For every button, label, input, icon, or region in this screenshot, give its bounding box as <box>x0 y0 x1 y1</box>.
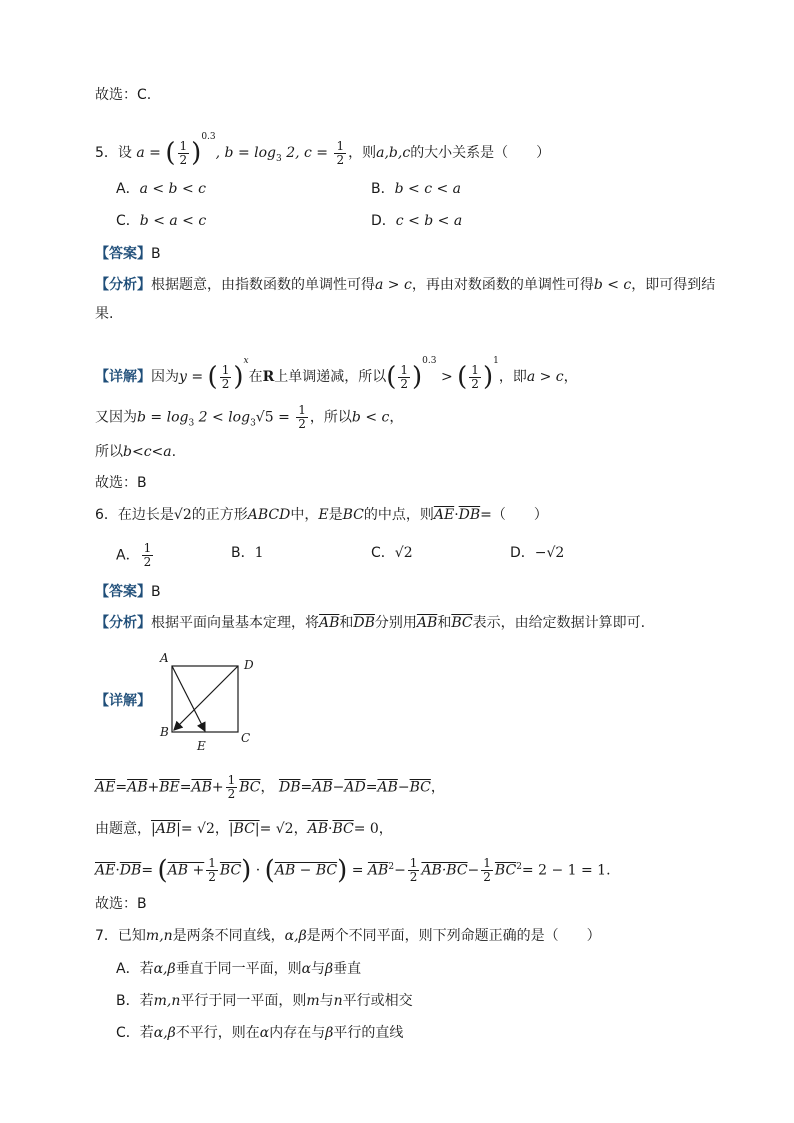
q6-option-c <box>371 542 413 564</box>
frac-num: 1 <box>298 403 306 417</box>
gt-sign: > <box>440 369 453 385</box>
q6-math: ABCD <box>247 507 291 523</box>
option-label: C． <box>116 213 140 229</box>
analysis-text: 和 <box>339 615 354 631</box>
option-label: A． <box>116 181 140 197</box>
op: = <box>365 779 378 796</box>
q5-option-d <box>371 210 462 232</box>
option-text: 与 <box>319 993 334 1009</box>
q6-option-a <box>116 542 155 569</box>
vector-ab: $\overline{AB}$ <box>416 615 438 631</box>
q5-analysis <box>95 274 715 296</box>
vector-ae: $\overline{AE}$ <box>95 862 116 879</box>
vector-bc: $\overline{BC}$ <box>239 779 261 796</box>
vector-ab: $\overline{AB}$ <box>307 821 328 837</box>
eq-value: = 0 <box>353 821 379 837</box>
option-math: α,β <box>153 1025 176 1041</box>
op: = <box>141 862 154 879</box>
detail-math: b<c<a <box>123 444 172 460</box>
vector-bc: $\overline{BC}$ <box>409 779 431 796</box>
q6-text: 的正方形 <box>191 507 248 523</box>
q4-conclusion: 故选：C. <box>95 87 152 103</box>
result: = 2 − 1 = 1. <box>521 862 611 879</box>
expr: AB·BC <box>421 862 468 879</box>
label-b: B <box>160 725 169 739</box>
q5-text: 设 <box>117 145 132 161</box>
vector-ab: $\overline{AB}$ <box>319 615 340 631</box>
q5-text: ，则 <box>348 145 377 161</box>
option-label: C． <box>371 545 395 561</box>
q5-number: 5． <box>95 145 118 161</box>
analysis-text: ，再由对数函数的单调性可得 <box>411 277 594 293</box>
option-text: C．若 <box>116 1025 154 1041</box>
exponent: 2 <box>516 862 522 872</box>
detail-math: 2 < log <box>194 409 251 426</box>
detail-math: y = <box>179 369 204 385</box>
frac-num: 1 <box>208 856 216 871</box>
option-label: D． <box>510 545 535 561</box>
q7-stem <box>95 925 601 947</box>
analysis-tag: 【分析】 <box>95 277 151 293</box>
detail-text: 所以 <box>95 444 123 460</box>
label-e: E <box>197 739 206 753</box>
subscript: 3 <box>250 418 256 429</box>
q7-text: 是两条不同直线， <box>172 928 285 944</box>
option-text: a < b < c <box>139 181 206 197</box>
op: − <box>467 862 480 879</box>
detail-text: ，即 <box>498 369 527 385</box>
sep: ， <box>260 779 275 796</box>
option-text: √2 <box>394 545 413 561</box>
vector-ab: $\overline{AB}$ <box>191 779 212 796</box>
q5-option-b <box>371 178 461 200</box>
analysis-tag: 【分析】 <box>95 615 151 631</box>
option-math: m <box>306 993 320 1009</box>
q6-option-b <box>231 542 264 564</box>
eq-value: = √2 <box>259 821 294 837</box>
option-text: 垂直 <box>333 961 362 977</box>
frac-den: 2 <box>298 417 306 431</box>
q5-option-c <box>116 210 206 232</box>
q6-analysis <box>95 612 645 634</box>
detail-tag: 【详解】 <box>95 693 151 709</box>
option-text: 垂直于同一平面，则 <box>175 961 302 977</box>
sep: ， <box>214 821 229 837</box>
option-text: b < c < a <box>394 181 462 197</box>
option-text: B．若 <box>116 993 154 1009</box>
detail-text: 在 <box>248 369 263 385</box>
q5-detail-line3 <box>95 441 176 463</box>
q5-option-a <box>116 178 206 200</box>
op: − <box>332 779 345 796</box>
q7-math: m,n <box>145 928 173 944</box>
sep: ， <box>378 821 393 837</box>
answer-tag: 【答案】 <box>95 584 151 600</box>
vector-ae: $\overline{AE}$ <box>95 779 116 796</box>
frac-den: 2 <box>409 870 418 885</box>
q7-option-a <box>116 958 361 980</box>
q7-text: 是两个不同平面，则下列命题正确的是（ ） <box>306 928 601 944</box>
dot: · <box>255 862 261 879</box>
frac-den: 2 <box>471 376 479 391</box>
q6-eq2 <box>95 818 393 840</box>
frac-num: 1 <box>336 138 345 153</box>
vector-be: $\overline{BE}$ <box>159 779 180 796</box>
analysis-text: ，即可得到结 <box>631 277 716 293</box>
op: − <box>394 862 406 879</box>
detail-math: a > c <box>526 369 564 385</box>
option-label: B． <box>231 545 255 561</box>
analysis-text: 和 <box>437 615 452 631</box>
option-label: A． <box>116 547 140 564</box>
answer-value: B <box>151 584 161 600</box>
q6-text: 是 <box>328 507 343 523</box>
q7-option-c <box>116 1022 403 1044</box>
option-text: 平行或相交 <box>342 993 413 1009</box>
vector-db: $\overline{DB}$ <box>458 507 481 523</box>
op: + <box>211 779 224 796</box>
vector-bc: $\overline{BC}$ <box>494 862 517 879</box>
q5-math: , b = log <box>215 145 277 161</box>
vector-bc: $\overline{BC}$ <box>332 821 354 837</box>
q6-option-d <box>510 542 564 564</box>
dot: · <box>115 862 120 879</box>
op: − <box>397 779 410 796</box>
frac-num: 1 <box>179 138 188 153</box>
q5-detail: 【详解】因为y = ( $\frac{1}{2}$ )$^x$在R上单调递减，所以( $\frac{1}{2}$ )$^{0.3}$ > ( $\frac{1}{2}$ )$^1$，即a > c， <box>95 356 578 392</box>
option-label: D． <box>371 213 396 229</box>
frac-den: 2 <box>143 555 152 569</box>
vector-ab: $\overline{AB}$ <box>127 779 148 796</box>
q5-answer <box>95 243 161 265</box>
analysis-math: a > c <box>375 277 412 293</box>
q5-conclusion: 故选：B <box>95 475 147 491</box>
frac-num: 1 <box>227 773 236 787</box>
q5-vars: a,b,c <box>376 145 411 161</box>
frac-num: 1 <box>409 856 418 871</box>
q6-math: E <box>318 507 329 523</box>
detail-tag: 【详解】 <box>95 369 151 385</box>
option-math: β <box>325 1025 334 1041</box>
frac-den: 2 <box>400 376 409 391</box>
vector-db: $\overline{DB}$ <box>119 862 142 879</box>
q7-option-b <box>116 990 413 1012</box>
detail-text: ，所以 <box>309 409 352 426</box>
frac-den: 2 <box>483 870 491 885</box>
frac-num: 1 <box>471 362 479 377</box>
option-math: m,n <box>153 993 181 1009</box>
q6-text: 中， <box>290 507 319 523</box>
detail-text: . <box>171 444 177 460</box>
detail-math: b = log <box>137 409 189 426</box>
answer-tag: 【答案】 <box>95 246 151 262</box>
q7-text: 7．已知 <box>95 928 146 944</box>
analysis-text: 根据平面向量基本定理，将 <box>151 615 319 631</box>
frac-den: 2 <box>336 152 345 167</box>
op: = <box>351 862 364 879</box>
vector-db: $\overline{DB}$ <box>278 779 301 796</box>
sep: ， <box>430 779 445 796</box>
op: = <box>115 779 128 796</box>
option-math: β <box>325 961 334 977</box>
frac-num: 1 <box>143 541 152 555</box>
analysis-text: 表示，由给定数据计算即可. <box>472 615 646 631</box>
option-text: 平行于同一平面，则 <box>180 993 307 1009</box>
answer-value: B <box>151 246 161 262</box>
sqrt5: √5 <box>255 409 274 426</box>
frac-den: 2 <box>227 787 236 801</box>
option-text: 1 <box>254 545 264 561</box>
label-d: D <box>244 658 254 672</box>
option-math: α <box>259 1025 270 1041</box>
abs-bc: |BC| <box>228 821 260 837</box>
eq-value: = √2 <box>180 821 215 837</box>
frac-den: 2 <box>208 870 216 885</box>
label-a: A <box>160 651 169 665</box>
vector-ae: $\overline{AE}$ <box>433 507 455 523</box>
analysis-math: b < c <box>593 277 632 293</box>
option-text: 不平行，则在 <box>175 1025 260 1041</box>
frac-num: 1 <box>483 856 491 871</box>
vector-ae-line <box>172 666 205 731</box>
op: = <box>300 779 313 796</box>
option-text: 与 <box>311 961 326 977</box>
q6-stem <box>95 504 548 526</box>
option-text: c < b < a <box>395 213 463 229</box>
q5-detail-line2 <box>95 404 403 434</box>
option-text: 平行的直线 <box>333 1025 404 1041</box>
exponent: 1 <box>493 356 499 366</box>
vector-bc: $\overline{BC}$ <box>451 615 473 631</box>
frac-den: 2 <box>221 376 230 391</box>
option-text: 内存在与 <box>269 1025 326 1041</box>
subscript: 3 <box>276 153 282 164</box>
q5-stem: 5．设 a = ( $\frac{1}{2}$ )$^{0.3}$, $b = \log_3 2$, c = $\frac{1}{2}$ ，则a,b,c的大小关系是（ ） <box>95 132 551 168</box>
exponent: 2 <box>388 862 395 872</box>
q6-text: =（ ） <box>480 507 548 523</box>
detail-text: 因为 <box>151 369 179 385</box>
q6-conclusion: 故选：B <box>95 896 147 912</box>
option-math: α,β <box>153 961 176 977</box>
option-math: n <box>333 993 343 1009</box>
detail-text: 上单调递减，所以 <box>274 369 387 385</box>
vector-db: $\overline{DB}$ <box>353 615 375 631</box>
q6-eq1 <box>95 774 445 801</box>
frac-den: 2 <box>179 152 188 167</box>
q6-math: BC <box>342 507 364 523</box>
q5-math: a = <box>136 145 161 161</box>
detail-text: 又因为 <box>95 409 137 426</box>
analysis-text: 分别用 <box>374 615 417 631</box>
q6-text: 6．在边长是 <box>95 507 174 523</box>
exponent: 0.3 <box>422 356 437 366</box>
subscript: 3 <box>188 418 195 429</box>
q5-math: 2, c = <box>281 145 329 161</box>
q6-eq3: $\overline{AE}\cdot\overline{DB}= (AB$ + $\frac{1}{2}$ $\overline{BC}) \cdot (AB - BC) = \overline{AB}^2-$ $\frac{1}{2}$ AB·BC− $\frac{1}{2}$ $\overline{BC}^2= 2 - 1 = 1$. <box>95 855 611 886</box>
option-text: b < a < c <box>139 213 207 229</box>
q7-math: α,β <box>284 928 307 944</box>
expr: AB − BC <box>274 862 338 879</box>
vector-ab: $\overline{AB}$ <box>367 862 389 879</box>
option-text: A．若 <box>116 961 154 977</box>
vector-db-line <box>174 666 238 730</box>
dot: · <box>327 821 333 837</box>
detail-text: ， <box>563 369 578 385</box>
op: = <box>179 779 192 796</box>
op: + <box>147 779 160 796</box>
exponent: 0.3 <box>201 132 216 142</box>
exponent: x <box>243 356 249 366</box>
sep: ， <box>293 821 308 837</box>
detail-math: b < c <box>351 409 390 426</box>
q6-detail <box>95 690 151 712</box>
dot: · <box>454 507 459 523</box>
option-label: B． <box>371 181 395 197</box>
sqrt2: √2 <box>173 507 192 523</box>
vector-bc: $\overline{BC}$ <box>219 862 242 879</box>
label-c: C <box>241 731 251 745</box>
expr: AB + <box>167 862 205 879</box>
q6-text: 的中点，则 <box>363 507 434 523</box>
vector-ab: $\overline{AB}$ <box>377 779 398 796</box>
analysis-text: 根据题意，由指数函数的单调性可得 <box>151 277 375 293</box>
q5-text: 的大小关系是（ ） <box>410 145 551 161</box>
q6-answer <box>95 581 161 603</box>
option-text: −√2 <box>534 545 565 561</box>
vector-ab: $\overline{AB}$ <box>312 779 333 796</box>
abs-ab: |AB| <box>151 821 181 837</box>
detail-text: ， <box>389 409 404 426</box>
q5-analysis-cont: 果. <box>95 306 114 322</box>
option-math: α <box>301 961 312 977</box>
eq-sign: = <box>278 409 290 426</box>
eq-text: 由题意， <box>95 821 151 837</box>
frac-num: 1 <box>400 362 409 377</box>
real-set: R <box>262 369 275 385</box>
square-figure <box>155 650 265 756</box>
frac-num: 1 <box>221 362 230 377</box>
vector-ad: $\overline{AD}$ <box>344 779 366 796</box>
